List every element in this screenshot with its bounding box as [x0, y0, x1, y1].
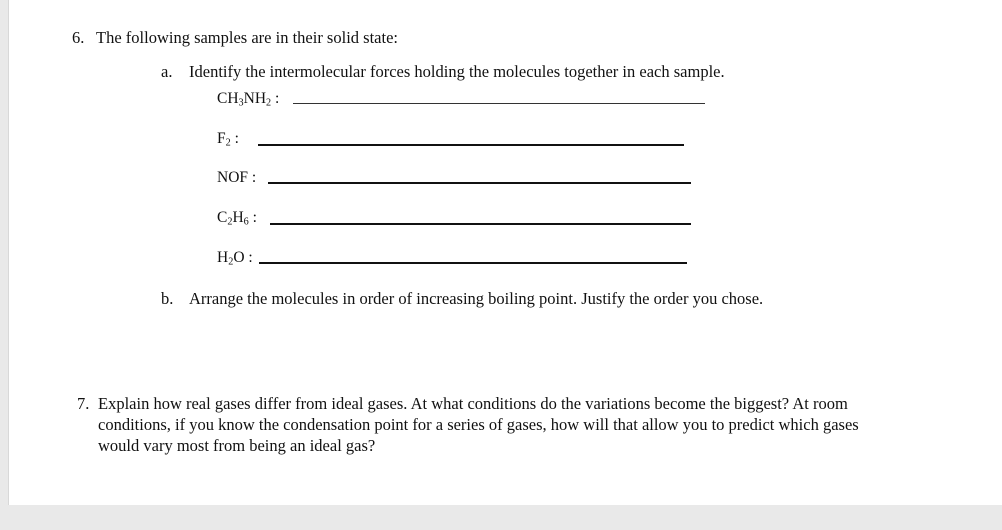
formula-f2: $F_2$ :	[217, 130, 239, 149]
q7-number: 7.	[77, 394, 90, 413]
q6b-prompt: Arrange the molecules in order of increasing boiling point. Justify the order you chose.	[189, 289, 764, 308]
formula-c2h6: $C_2H_6$ :	[217, 209, 257, 228]
worksheet-page	[8, 0, 1002, 505]
q6-prompt: The following samples are in their solid state:	[96, 28, 398, 47]
q7-line-2: conditions, if you know the condensation point for a series of gases, how will that allow you to predict which gases	[98, 415, 859, 434]
answer-line-f2[interactable]	[258, 144, 684, 146]
answer-line-c2h6[interactable]	[270, 223, 691, 225]
answer-line-nof[interactable]	[268, 182, 691, 184]
q7-line-1: Explain how real gases differ from ideal gases. At what conditions do the variations become the biggest? At room	[98, 394, 848, 413]
q6b-label: b.	[161, 289, 174, 308]
formula-h2o: $H_2O$ :	[217, 249, 253, 268]
q7-line-3: would vary most from being an ideal gas?	[98, 436, 376, 455]
q6a-label: a.	[161, 62, 173, 81]
formula-nof: NOF :	[217, 169, 257, 186]
q6a-prompt: Identify the intermolecular forces holding the molecules together in each sample.	[189, 62, 725, 81]
q6-number: 6.	[72, 28, 85, 47]
formula-ch3nh2: $CH_3NH_2$ :	[217, 90, 280, 109]
answer-line-ch3nh2[interactable]	[293, 103, 705, 104]
answer-line-h2o[interactable]	[259, 262, 687, 264]
